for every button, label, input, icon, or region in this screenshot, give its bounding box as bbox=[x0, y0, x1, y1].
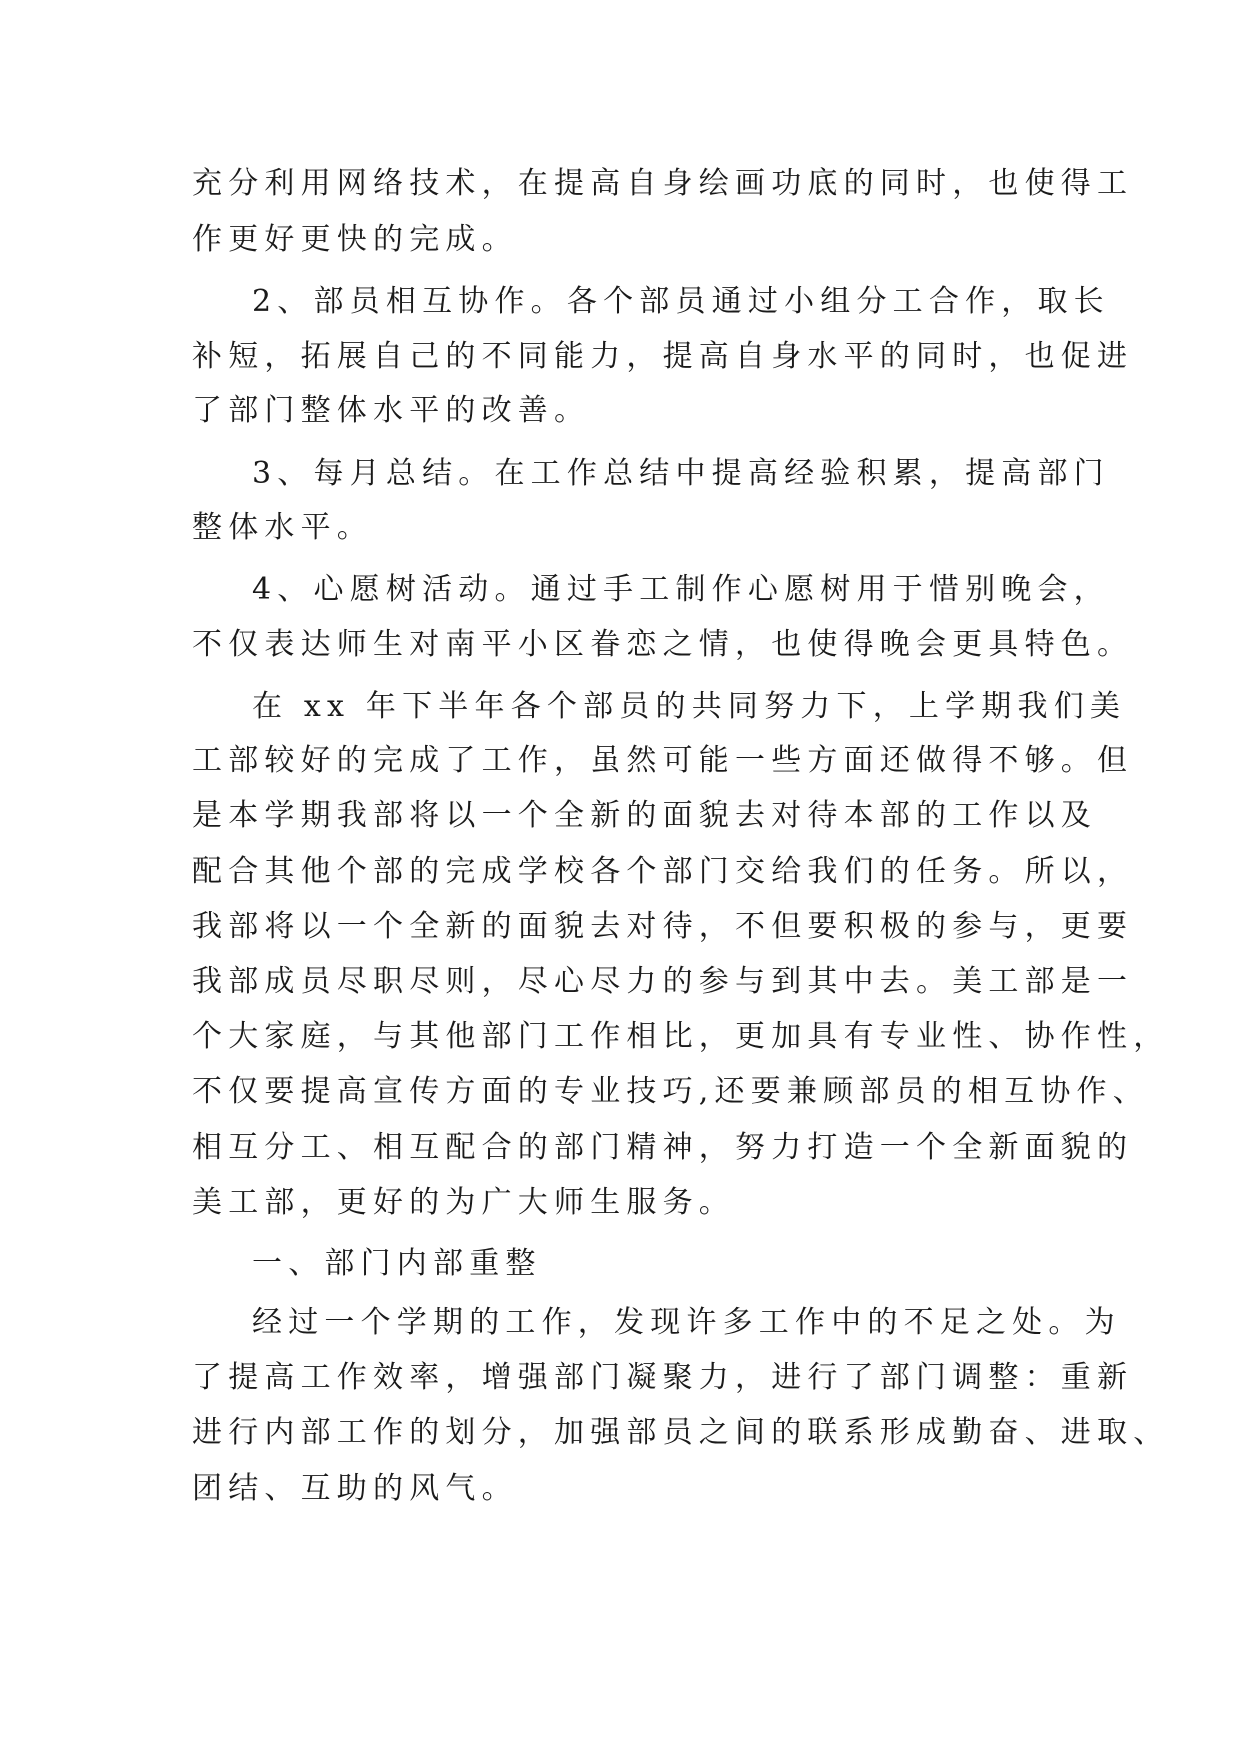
text-line: 美工部，更好的为广大师生服务。 bbox=[192, 1185, 735, 1220]
text-line: 相互分工、相互配合的部门精神，努力打造一个全新面貌的 bbox=[192, 1130, 1134, 1165]
text-line: 配合其他个部的完成学校各个部门交给我们的任务。所以， bbox=[192, 854, 1134, 889]
text-line: 进行内部工作的划分，加强部员之间的联系形成勤奋、进取、 bbox=[192, 1415, 1170, 1450]
text-line: 团结、互助的风气。 bbox=[192, 1471, 518, 1506]
text-line: 了部门整体水平的改善。 bbox=[192, 393, 591, 428]
text-line: 作更好更快的完成。 bbox=[192, 222, 518, 257]
text-line: 个大家庭，与其他部门工作相比，更加具有专业性、协作性， bbox=[192, 1019, 1170, 1054]
text-line: 补短，拓展自己的不同能力，提高自身水平的同时，也促进 bbox=[192, 339, 1134, 374]
text-line: 我部成员尽职尽则，尽心尽力的参与到其中去。美工部是一 bbox=[192, 964, 1134, 999]
text-line: 充分利用网络技术，在提高自身绘画功底的同时，也使得工 bbox=[192, 166, 1134, 201]
text-line: 不仅要提高宣传方面的专业技巧,还要兼顾部员的相互协作、 bbox=[192, 1074, 1149, 1109]
text-line: 3、每月总结。在工作总结中提高经验积累，提高部门 bbox=[252, 456, 1110, 491]
text-line: 2、部员相互协作。各个部员通过小组分工合作，取长 bbox=[252, 284, 1110, 319]
text-line: 整体水平。 bbox=[192, 510, 373, 545]
text-line: 经过一个学期的工作，发现许多工作中的不足之处。为 bbox=[252, 1305, 1121, 1340]
text-line: 在 xx 年下半年各个部员的共同努力下，上学期我们美 bbox=[252, 689, 1127, 724]
text-line: 4、心愿树活动。通过手工制作心愿树用于惜别晚会， bbox=[252, 572, 1110, 607]
text-line: 工部较好的完成了工作，虽然可能一些方面还做得不够。但 bbox=[192, 743, 1134, 778]
text-line: 不仅表达师生对南平小区眷恋之情，也使得晚会更具特色。 bbox=[192, 627, 1134, 662]
text-line: 是本学期我部将以一个全新的面貌去对待本部的工作以及 bbox=[192, 798, 1097, 833]
text-line: 了提高工作效率，增强部门凝聚力，进行了部门调整：重新 bbox=[192, 1360, 1134, 1395]
section-heading: 一、部门内部重整 bbox=[252, 1246, 542, 1281]
text-line: 我部将以一个全新的面貌去对待，不但要积极的参与，更要 bbox=[192, 909, 1134, 944]
